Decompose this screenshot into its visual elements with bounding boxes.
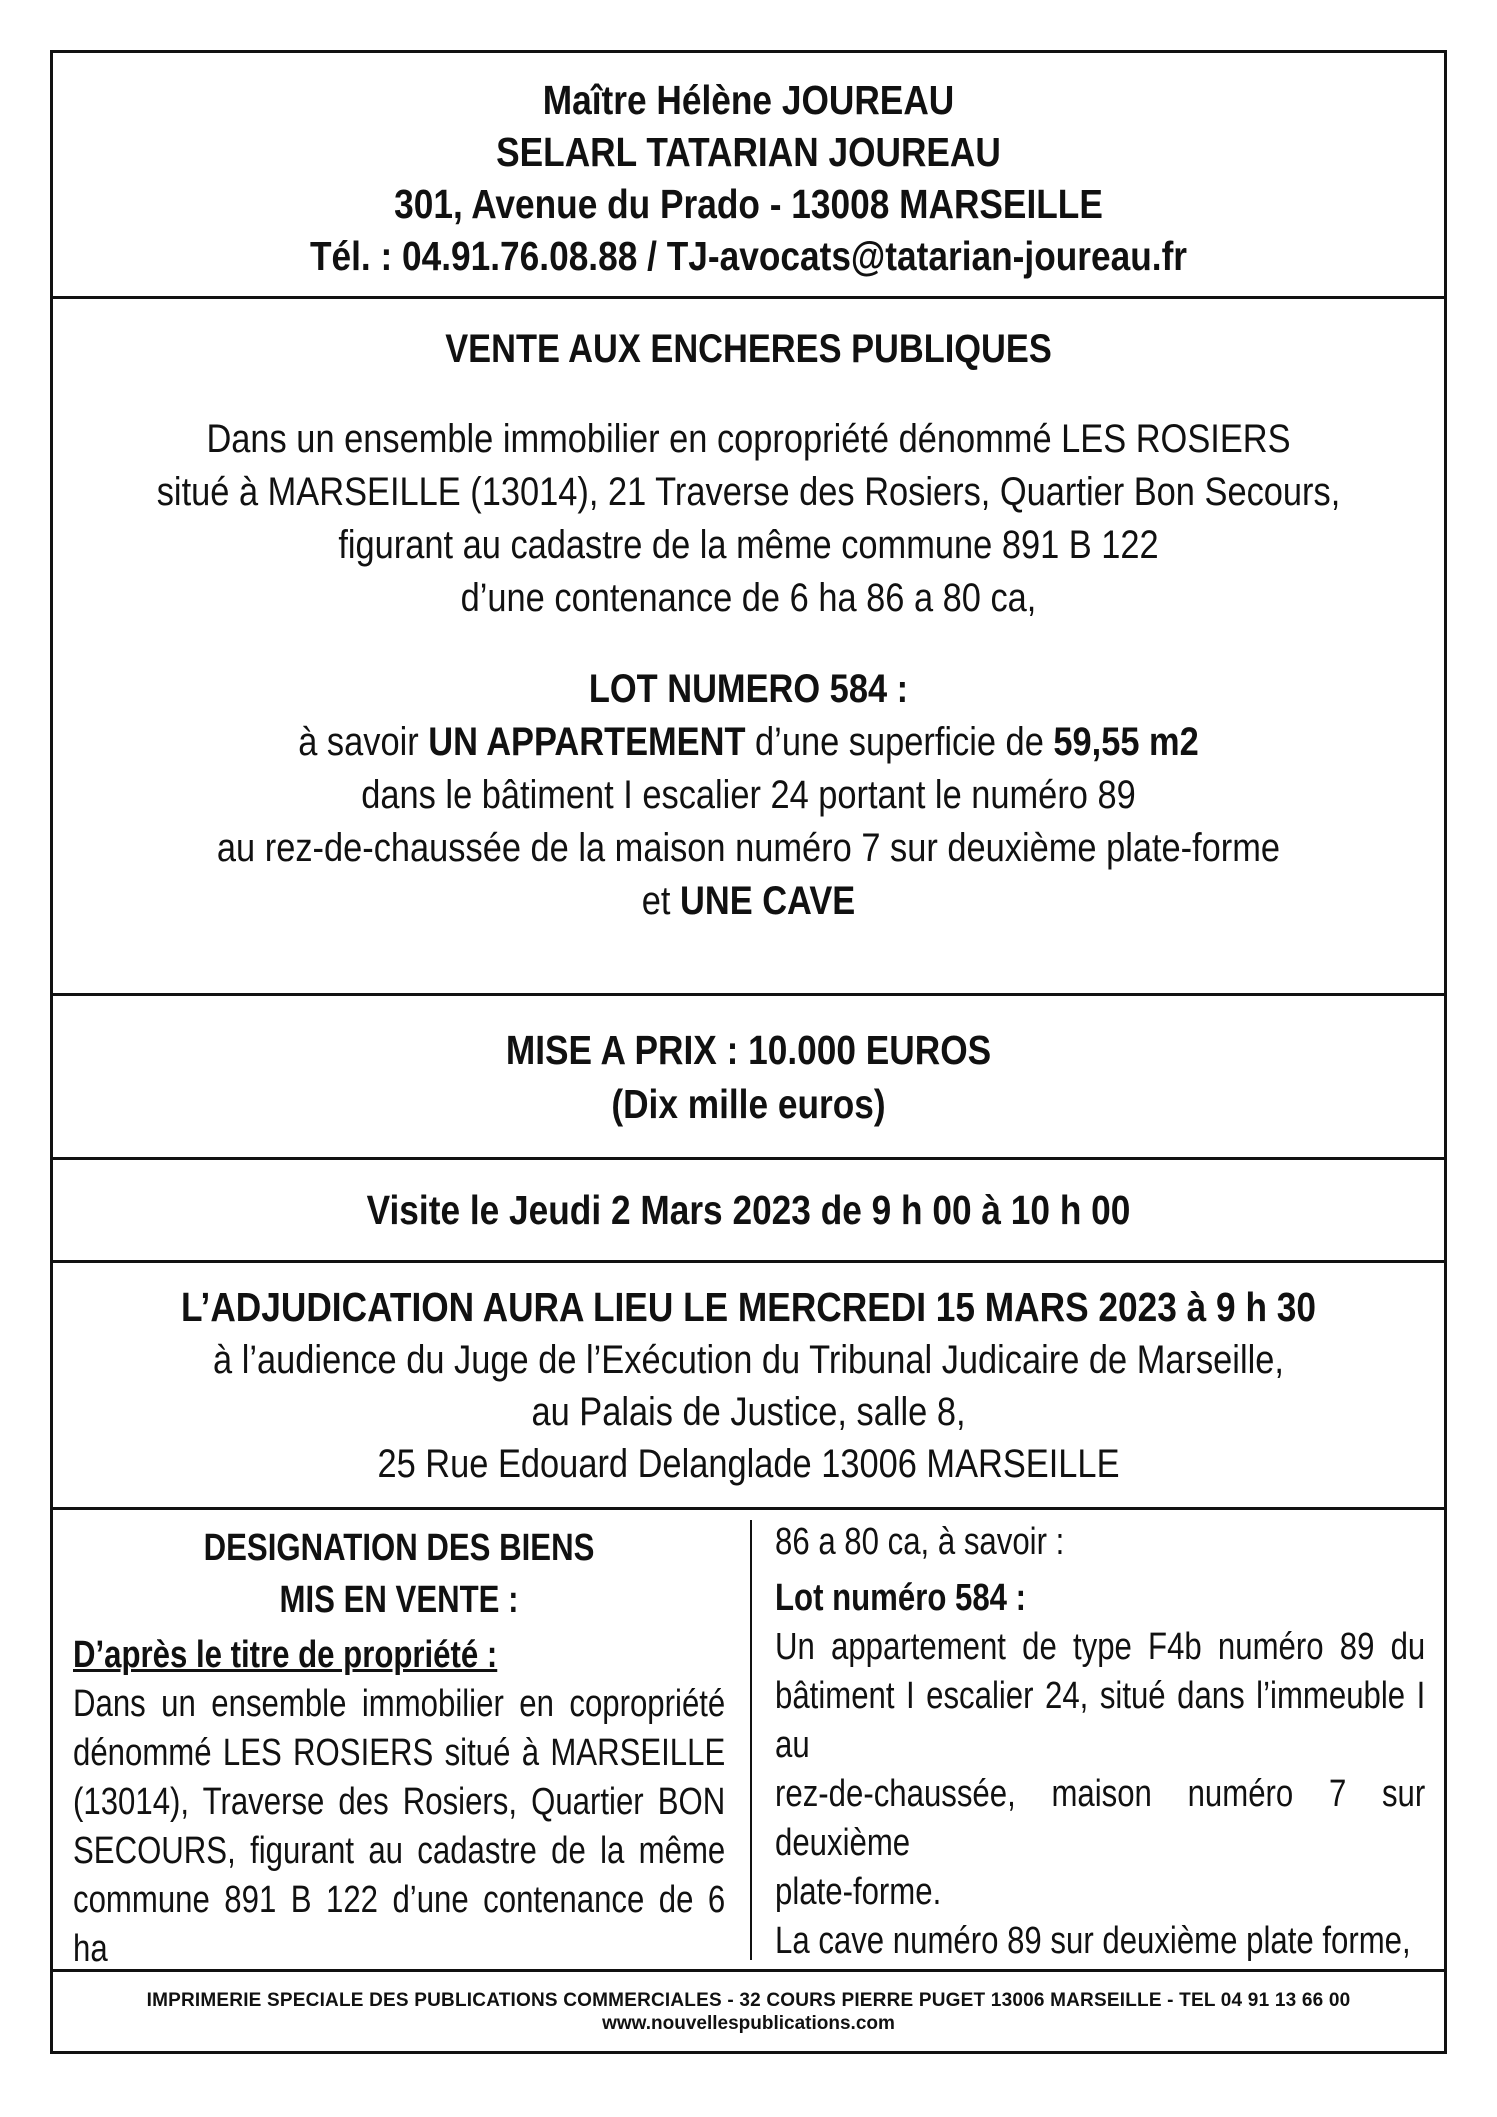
sale-section [53,299,1444,996]
lot-text: d’une superficie de [745,720,1054,764]
lot-line: dans le bâtiment I escalier 24 portant le numéro 89 [361,773,1136,817]
visit-section [53,1160,1444,1263]
lot-line: au rez-de-chaussée de la maison numéro 7 sur deuxième plate-forme [216,826,1281,870]
lot-line [150,875,1346,928]
lot-text: à savoir [298,720,429,764]
printer-footer [53,1972,1444,2051]
lot-description [53,663,1444,928]
adjudication-venue: à l’audience du Juge de l’Exécution du Tribunal Judicaire de Marseille, [213,1338,1284,1382]
right-lot-title: Lot numéro 584 : [775,1577,1027,1619]
designation-text-line: (13014), Traverse des Rosiers, Quartier BON [73,1781,725,1823]
designation-section [53,1510,1444,1972]
lot-surface: 59,55 m2 [1053,720,1199,764]
description-line: figurant au cadastre de la même commune 891 B 122 [338,523,1159,567]
lot-line [150,716,1346,769]
lawyer-name: Maître Hélène JOUREAU [542,76,955,123]
lot-type: UN APPARTEMENT [428,720,746,764]
printer-info: IMPRIMERIE SPECIALE DES PUBLICATIONS COMMERCIALES - 32 COURS PIERRE PUGET 13006 MARSEILLE - TEL 04 91 13 66 00 [146,1989,1351,2011]
starting-price: MISE A PRIX : 10.000 EUROS [505,1026,992,1073]
designation-left-column [73,1510,725,1969]
law-firm-name: SELARL TATARIAN JOUREAU [496,128,1001,175]
description-line: Dans un ensemble immobilier en copropriété dénommé LES ROSIERS [206,417,1291,461]
designation-text-line: commune 891 B 122 d’une contenance de 6 ha [73,1879,725,1969]
designation-text-line: Un appartement de type F4b numéro 89 du [775,1626,1425,1668]
lawyer-header [53,53,1444,299]
designation-text-line: 86 a 80 ca, à savoir : [775,1521,1065,1563]
visit-date: Visite le Jeudi 2 Mars 2023 de 9 h 00 à 10 h 00 [366,1187,1131,1233]
property-description [53,413,1444,625]
designation-text-line: rez-de-chaussée, maison numéro 7 sur deuxième [775,1773,1425,1864]
firm-address: 301, Avenue du Prado - 13008 MARSEILLE [394,180,1103,227]
designation-heading: DESIGNATION DES BIENS [203,1527,595,1569]
designation-text-line: Dans un ensemble immobilier en copropriété [73,1683,725,1725]
adjudication-section [53,1263,1444,1510]
designation-text-line [775,1966,1425,1969]
title-deed-subheading: D’après le titre de propriété : [73,1634,498,1676]
column-divider [750,1520,752,1960]
designation-text-line: plate-forme. [775,1871,942,1913]
lot-title: LOT NUMERO 584 : [588,667,909,711]
designation-heading: MIS EN VENTE : [279,1579,519,1621]
description-line: situé à MARSEILLE (13014), 21 Traverse des Rosiers, Quartier Bon Secours, [156,470,1341,514]
designation-text-line: dénommé LES ROSIERS situé à MARSEILLE [73,1732,725,1774]
firm-contact: Tél. : 04.91.76.08.88 / TJ-avocats@tatarian-joureau.fr [309,232,1188,279]
sale-title: VENTE AUX ENCHERES PUBLIQUES [445,327,1052,371]
notice-frame [50,50,1447,2054]
designation-right-column [775,1510,1425,1969]
lot-cave: UNE CAVE [680,879,856,923]
description-line: d’une contenance de 6 ha 86 a 80 ca, [460,576,1037,620]
lot-text: et [641,879,681,923]
printer-website: www.nouvellespublications.com [602,2012,895,2034]
designation-text-line: bâtiment I escalier 24, situé dans l’immeuble I au [775,1675,1425,1766]
adjudication-date: L’ADJUDICATION AURA LIEU LE MERCREDI 15 MARS 2023 à 9 h 30 [180,1284,1317,1330]
starting-price-words: (Dix mille euros) [611,1080,886,1127]
adjudication-address: 25 Rue Edouard Delanglade 13006 MARSEILLE [377,1442,1120,1486]
starting-price-section [53,996,1444,1160]
designation-text-line: SECOURS, figurant au cadastre de la même [73,1830,725,1872]
adjudication-venue: au Palais de Justice, salle 8, [531,1390,966,1434]
designation-text-line: La cave numéro 89 sur deuxième plate forme, [775,1920,1411,1962]
